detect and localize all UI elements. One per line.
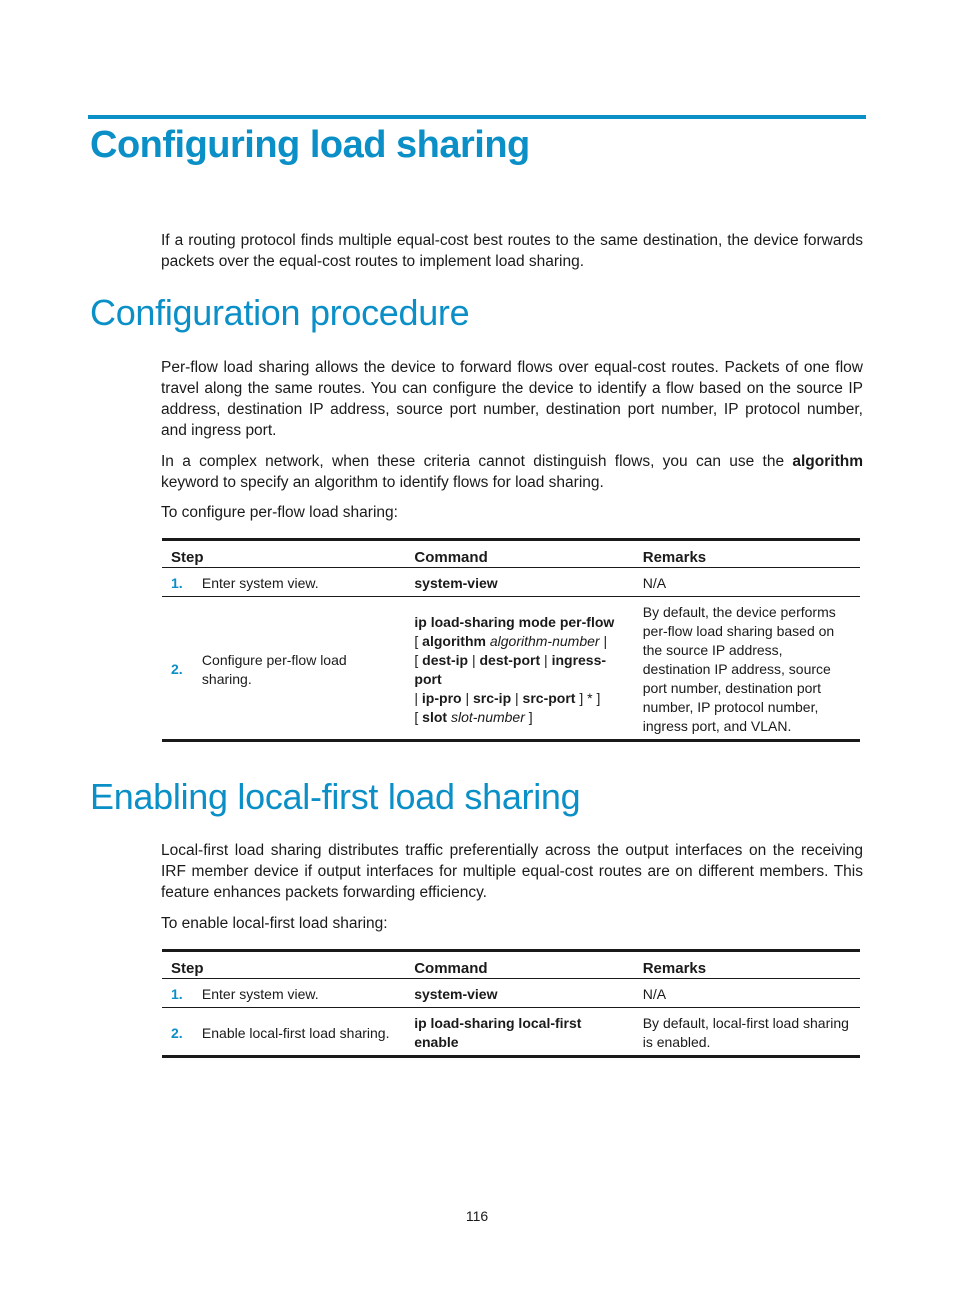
step-command: ip load-sharing mode per-flow [ algorithm algorithm-number | [ dest-ip | dest-port | ingress-port | ip-pro | src-ip | src-port ] * ] [ slot slot-number ] (405, 597, 633, 741)
remarks-column-header: Remarks (634, 951, 860, 979)
step-description: Configure per-flow load sharing. (193, 597, 405, 741)
algorithm-paragraph: In a complex network, when these criteria cannot distinguish flows, you can use the algorithm keyword to specify an algorithm to identify flows for load sharing. (161, 453, 863, 491)
intro-paragraph: If a routing protocol finds multiple equal-cost best routes to the same destination, the device forwards packets over the equal-cost routes to implement load sharing. (161, 232, 863, 270)
section-title-configuration-procedure: Configuration procedure (90, 292, 470, 333)
step-command: system-view (405, 568, 633, 597)
command-column-header: Command (405, 951, 634, 979)
table-row (162, 568, 860, 597)
per-flow-description: Per-flow load sharing allows the device to forward flows over equal-cost routes. Packets of one flow travel along the same routes. You can configure the device to identify a flow based on the source IP address, destination IP address, source port number, destination port number, IP protocol number, and ingress port. (161, 359, 863, 439)
step-remarks: By default, the device performs per-flow load sharing based on the source IP address, destination IP address, source port number, destination port number, IP protocol number, ingress port, and VLAN. (634, 597, 860, 741)
table-row (162, 979, 860, 1008)
command-column-header: Command (405, 540, 633, 568)
local-first-steps-table (162, 949, 860, 1058)
section-title-local-first: Enabling local-first load sharing (90, 776, 581, 817)
step-number: 2. (162, 1008, 193, 1057)
chapter-title: Configuring load sharing (90, 124, 530, 166)
step-description: Enable local-first load sharing. (193, 1008, 405, 1057)
step-command: ip load-sharing local-first enable (405, 1008, 634, 1057)
table-row (162, 597, 860, 741)
page-number: 116 (465, 1208, 489, 1224)
step-command: system-view (405, 979, 634, 1008)
local-first-table-intro: To enable local-first load sharing: (161, 915, 388, 932)
step-description: Enter system view. (193, 979, 405, 1008)
step-column-header: Step (162, 951, 405, 979)
step-remarks: N/A (634, 979, 860, 1008)
local-first-description: Local-first load sharing distributes traffic preferentially across the output interfaces on the receiving IRF member device if output interfaces for multiple equal-cost routes are on different members. This feature enhances packets forwarding efficiency. (161, 842, 863, 901)
remarks-column-header: Remarks (634, 540, 860, 568)
per-flow-steps-table (162, 538, 860, 742)
per-flow-table-intro: To configure per-flow load sharing: (161, 504, 398, 521)
step-description: Enter system view. (193, 568, 405, 597)
step-number: 1. (162, 568, 193, 597)
step-number: 2. (162, 597, 193, 741)
step-remarks: By default, local-first load sharing is enabled. (634, 1008, 860, 1057)
algorithm-keyword: algorithm (792, 453, 863, 470)
step-number: 1. (162, 979, 193, 1008)
table-row (162, 1008, 860, 1057)
step-remarks: N/A (634, 568, 860, 597)
step-column-header: Step (162, 540, 405, 568)
chapter-top-rule (88, 115, 866, 119)
